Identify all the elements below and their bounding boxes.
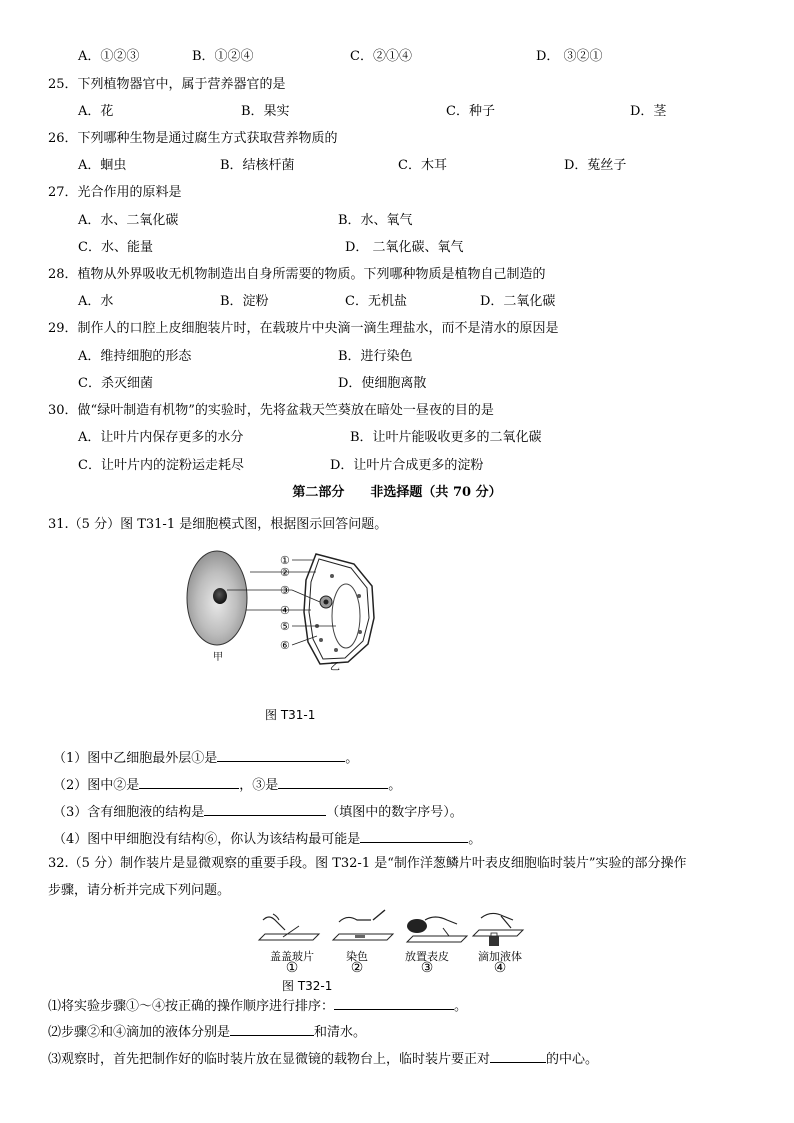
answer-blank[interactable] [490,1049,546,1063]
cell-b-label: 乙 [330,662,340,672]
answer-blank[interactable] [217,748,345,762]
q24-option-d: D． ③②① [536,49,603,64]
q27-option-b: B．水、氧气 [338,213,413,228]
figure-label-2: ② [280,566,290,579]
step-3-number: ③ [420,960,434,976]
q28-option-c: C．无机盐 [345,294,407,309]
cell-a-label: 甲 [213,652,223,663]
answer-blank[interactable] [360,829,468,843]
q30-option-c: C．让叶片内的淀粉运走耗尽 [78,458,244,473]
q25-option-d: D．茎 [630,104,667,119]
q25-stem: 25．下列植物器官中，属于营养器官的是 [48,77,286,92]
q30-option-b: B．让叶片能吸收更多的二氧化碳 [350,430,542,445]
q30-stem: 30．做“绿叶制造有机物”的实验时，先将盆栽天竺葵放在暗处一昼夜的目的是 [48,403,494,418]
q32-sub2: ⑵步骤②和④滴加的液体分别是 和清水。 [48,1022,366,1041]
q27-option-c: C．水、能量 [78,240,153,255]
q28-option-a: A．水 [78,294,114,309]
answer-blank[interactable] [139,775,239,789]
step-1-label: 盖盖玻片 [270,950,314,963]
q31-sub4: （4）图中甲细胞没有结构⑥，你认为该结构最可能是 。 [53,829,481,848]
q28-option-b: B．淀粉 [220,294,269,309]
q29-stem: 29．制作人的口腔上皮细胞装片时，在载玻片中央滴一滴生理盐水，而不是清水的原因是 [48,321,559,336]
step-4-drawing [473,913,523,946]
figure-label-5: ⑤ [280,620,290,633]
figure-label-6: ⑥ [280,639,290,652]
answer-blank[interactable] [334,996,454,1010]
q26-option-b: B．结核杆菌 [220,158,295,173]
step-3-label: 放置表皮 [405,950,449,963]
animal-cell-nucleus [213,588,227,604]
cell-diagram [176,546,396,672]
q32-sub1: ⑴将实验步骤①～④按正确的操作顺序进行排序： 。 [48,996,467,1015]
q31-sub1: （1）图中乙细胞最外层①是 。 [53,748,358,767]
q29-option-c: C．杀灭细菌 [78,376,153,391]
answer-blank[interactable] [278,775,388,789]
answer-blank[interactable] [230,1022,314,1036]
step-2-drawing [333,910,393,940]
q27-stem: 27．光合作用的原料是 [48,185,182,200]
q29-option-d: D．使细胞离散 [338,376,427,391]
step-4-label: 滴加液体 [478,950,522,963]
q27-option-d: D． 二氧化碳、氧气 [345,240,464,255]
answer-blank[interactable] [204,802,326,816]
plant-cell-vacuole [332,584,360,648]
step-2-number: ② [350,960,364,976]
step-2-label: 染色 [346,950,368,963]
q29-option-b: B．进行染色 [338,349,413,364]
q25-option-b: B．果实 [241,104,290,119]
q24-option-c: C．②①④ [350,49,412,64]
q28-option-d: D．二氧化碳 [480,294,556,309]
figure-label-1: ① [280,554,290,567]
q25-option-c: C．种子 [446,104,495,119]
q31-sub2: （2）图中②是 ，③是 。 [53,775,401,794]
step-1-number: ① [285,960,299,976]
q30-option-d: D．让叶片合成更多的淀粉 [330,458,484,473]
q28-stem: 28．植物从外界吸收无机物制造出自身所需要的物质。下列哪种物质是植物自己制造的 [48,267,546,282]
q27-option-a: A．水、二氧化碳 [78,213,179,228]
q31-sub3: （3）含有细胞液的结构是 （填图中的数字序号）。 [53,802,463,821]
q32-stem-line1: 32.（5 分）制作装片是显微观察的重要手段。图 T32-1 是“制作洋葱鳞片叶表皮细胞临时装片”实验的部分操作 [48,856,687,871]
step-1-drawing [259,914,319,940]
q32-stem-line2: 步骤，请分析并完成下列问题。 [48,883,231,898]
q24-option-a: A．①②③ [78,49,140,64]
q26-stem: 26．下列哪种生物是通过腐生方式获取营养物质的 [48,131,338,146]
figure-caption-t31: 图 T31-1 [265,708,316,722]
step-4-number: ④ [493,960,507,976]
q26-option-c: C．木耳 [398,158,447,173]
q32-sub3: ⑶观察时，首先把制作好的临时装片放在显微镜的载物台上，临时装片要正对 的中心。 [48,1049,598,1068]
step-illustrations [255,906,545,948]
figure-label-4: ④ [280,604,290,617]
figure-caption-t32: 图 T32-1 [282,979,333,993]
figure-label-3: ③ [280,584,290,597]
q30-option-a: A．让叶片内保存更多的水分 [78,430,244,445]
q29-option-a: A．维持细胞的形态 [78,349,192,364]
q31-stem: 31.（5 分）图 T31-1 是细胞模式图，根据图示回答问题。 [48,517,388,532]
q25-option-a: A．花 [78,104,114,119]
section-heading: 第二部分 非选择题（共 70 分） [292,485,502,500]
q26-option-d: D．菟丝子 [564,158,627,173]
q24-option-b: B．①②④ [192,49,254,64]
q26-option-a: A．蛔虫 [78,158,127,173]
step-3-drawing [407,917,467,942]
